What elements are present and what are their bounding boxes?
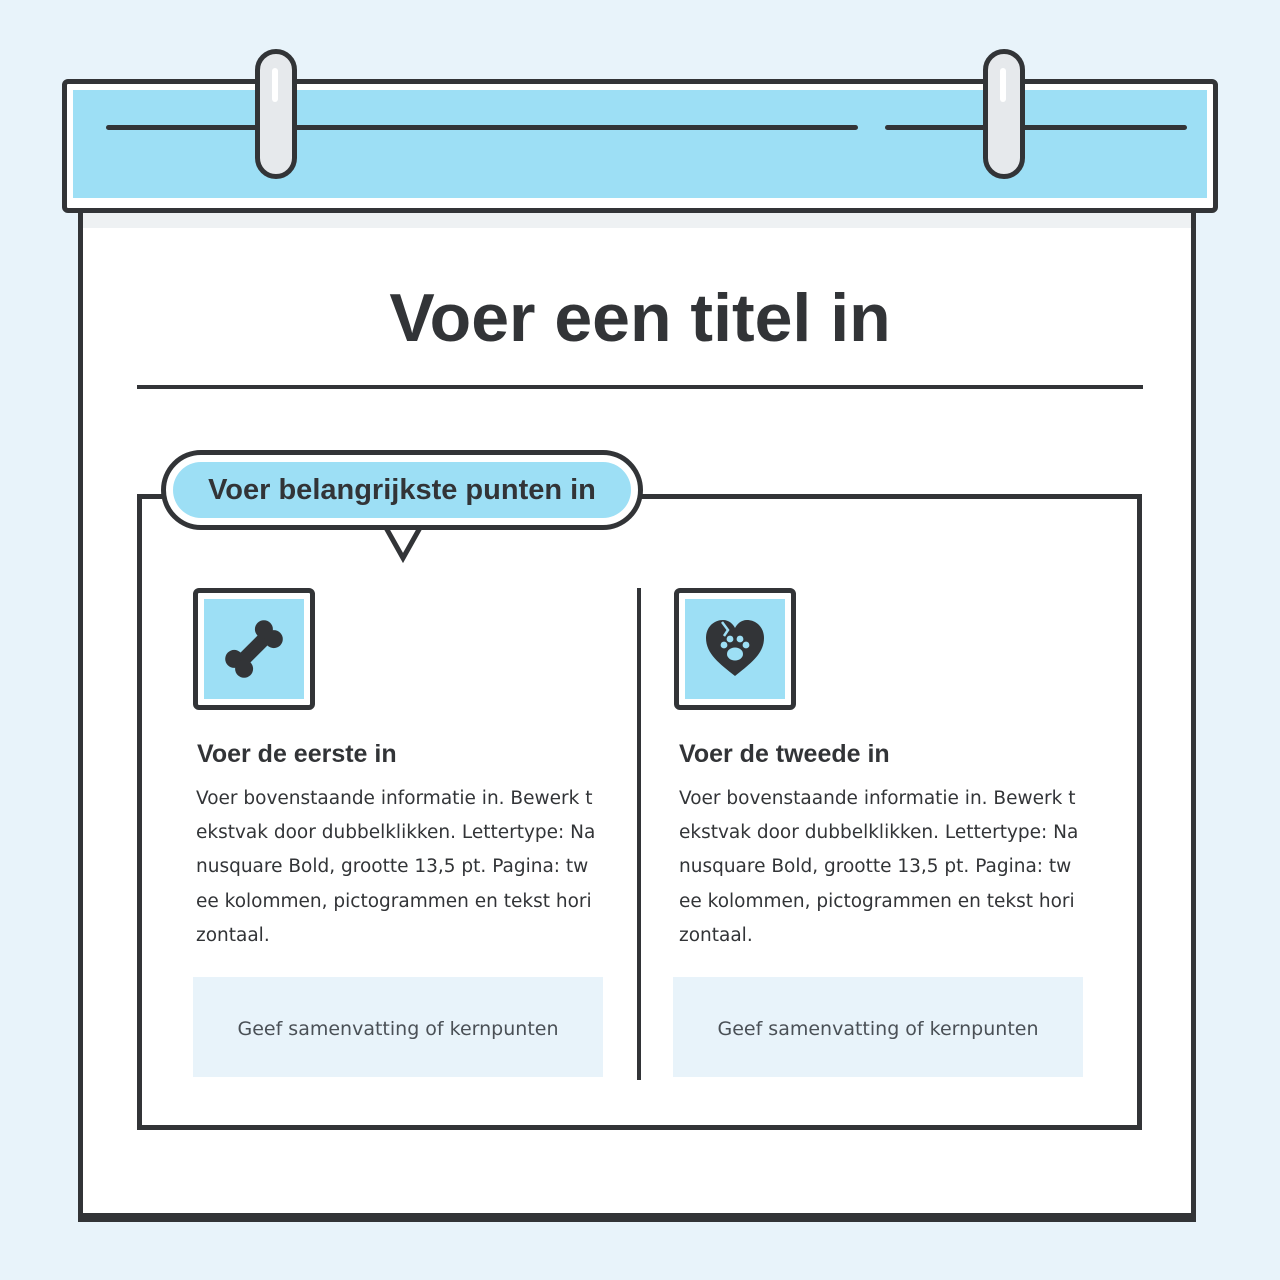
key-points-callout bbox=[161, 450, 643, 530]
column-2-icon-fill bbox=[685, 599, 785, 699]
column-1-heading[interactable]: Voer de eerste in bbox=[197, 740, 397, 768]
header-line-right bbox=[885, 125, 1187, 130]
bone-icon bbox=[219, 614, 289, 684]
header-line-left bbox=[106, 125, 858, 130]
callout-label[interactable]: Voer belangrijkste punten in bbox=[208, 474, 596, 506]
binder-ring-left bbox=[255, 49, 297, 179]
column-2-heading[interactable]: Voer de tweede in bbox=[679, 740, 890, 768]
header-fill bbox=[73, 90, 1207, 198]
column-1-icon-frame bbox=[193, 588, 315, 710]
column-1-summary[interactable]: Geef samenvatting of kernpunten bbox=[237, 1018, 559, 1040]
column-2-summary-box bbox=[673, 977, 1083, 1077]
heart-paw-icon bbox=[702, 616, 768, 682]
binder-ring-right bbox=[983, 49, 1025, 179]
column-2-summary[interactable]: Geef samenvatting of kernpunten bbox=[717, 1018, 1039, 1040]
column-2-body[interactable]: Voer bovenstaande informatie in. Bewerk tekstvak door dubbelklikken. Lettertype: Nanusquare Bold, grootte 13,5 pt. Pagina: twee kolommen, pictogrammen en tekst horizontaal. bbox=[679, 788, 1079, 946]
column-1-icon-fill bbox=[204, 599, 304, 699]
column-1-body[interactable]: Voer bovenstaande informatie in. Bewerk tekstvak door dubbelklikken. Lettertype: Nanusquare Bold, grootte 13,5 pt. Pagina: twee kolommen, pictogrammen en tekst horizontaal. bbox=[196, 788, 596, 946]
title-divider bbox=[137, 385, 1143, 389]
column-1-summary-box bbox=[193, 977, 603, 1077]
column-2-icon-frame bbox=[674, 588, 796, 710]
calendar-header-bar bbox=[62, 79, 1218, 213]
column-divider bbox=[637, 588, 641, 1080]
page-title[interactable]: Voer een titel in bbox=[389, 280, 891, 356]
